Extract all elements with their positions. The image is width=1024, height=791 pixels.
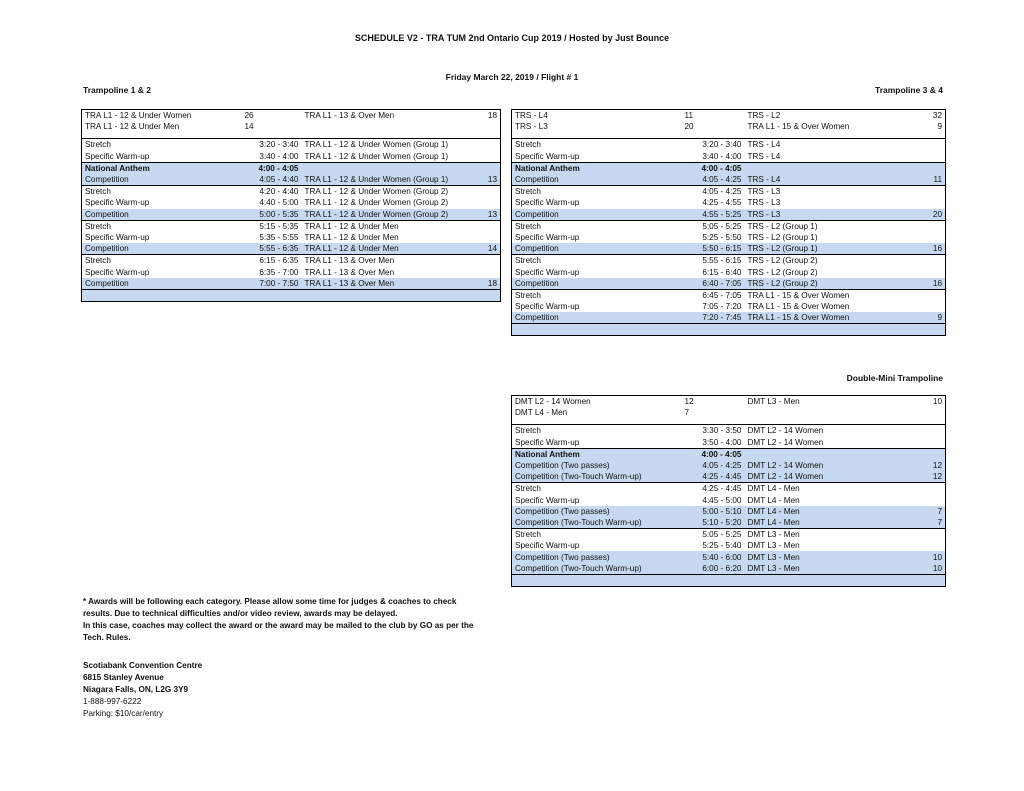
roster-category: TRA L1 - 12 & Under Women — [85, 111, 192, 121]
roster-count: 12 — [684, 397, 694, 407]
activity-cell: Competition — [512, 174, 682, 186]
count-cell — [916, 197, 946, 208]
schedule-table-trampoline-1-2 — [81, 109, 501, 302]
group-cell: DMT L2 - 14 Women — [747, 437, 824, 447]
activity-cell: Stretch — [512, 483, 682, 495]
notes-block — [83, 596, 503, 720]
activity-cell: Competition (Two passes) — [512, 460, 682, 471]
count-cell — [472, 162, 501, 174]
group-cell: TRS - L3 — [745, 186, 916, 198]
time-cell: 5:35 - 5:55 — [259, 232, 299, 242]
count-cell — [916, 162, 946, 174]
group-cell: DMT L4 - Men — [745, 483, 916, 495]
roster-category: TRS - L2 — [747, 111, 781, 121]
section-label-double-mini: Double-Mini Trampoline — [846, 373, 943, 383]
schedule-row — [512, 266, 946, 277]
roster-row — [512, 407, 946, 418]
table-footer-bar — [512, 574, 946, 586]
schedule-row — [512, 139, 946, 151]
activity-cell: Specific Warm-up — [85, 151, 150, 161]
time-cell: 4:05 - 4:25 — [682, 460, 745, 471]
count-cell — [472, 186, 501, 198]
time-cell: 3:30 - 3:50 — [682, 425, 745, 437]
count-cell — [916, 186, 946, 198]
count-cell: 16 — [916, 278, 946, 290]
group-cell: TRA L1 - 13 & Over Men — [302, 255, 472, 267]
time-cell: 5:55 - 6:15 — [682, 255, 745, 267]
schedule-row — [512, 243, 946, 255]
group-cell: TRS - L2 (Group 1) — [745, 220, 916, 232]
group-cell: TRA L1 - 12 & Under Women (Group 2) — [302, 209, 472, 221]
schedule-row — [512, 425, 946, 437]
roster-count: 26 — [244, 111, 254, 121]
activity-cell: Competition — [512, 278, 682, 290]
group-cell: TRS - L3 — [745, 209, 916, 221]
schedule-row — [512, 495, 946, 506]
roster-count — [916, 407, 946, 418]
count-cell — [916, 289, 946, 301]
time-cell: 7:05 - 7:20 — [702, 302, 742, 312]
roster-count — [472, 121, 501, 132]
roster-category: DMT L2 - 14 Women — [515, 397, 591, 407]
time-cell: 5:40 - 6:00 — [682, 551, 745, 562]
activity-cell: Specific Warm-up — [85, 198, 150, 208]
roster-category — [745, 407, 916, 418]
time-cell: 4:45 - 5:00 — [702, 495, 742, 505]
activity-cell: Specific Warm-up — [515, 232, 580, 242]
schedule-row — [512, 232, 946, 243]
time-cell: 3:40 - 4:00 — [702, 151, 742, 161]
roster-category: TRA L1 - 12 & Under Men — [85, 122, 180, 132]
activity-cell: Competition (Two passes) — [512, 551, 682, 562]
activity-cell: Stretch — [512, 255, 682, 267]
activity-cell: Competition (Two-Touch Warm-up) — [512, 471, 682, 483]
activity-cell: Competition — [512, 209, 682, 221]
roster-count: 32 — [932, 111, 942, 121]
time-cell: 6:45 - 7:05 — [682, 289, 745, 301]
activity-cell: National Anthem — [82, 162, 242, 174]
page-subtitle: Friday March 22, 2019 / Flight # 1 — [445, 72, 579, 82]
schedule-row — [512, 278, 946, 290]
activity-cell: Specific Warm-up — [515, 541, 580, 551]
activity-cell: Specific Warm-up — [85, 232, 150, 242]
schedule-row — [512, 483, 946, 495]
group-cell: DMT L3 - Men — [745, 529, 916, 541]
schedule-row — [82, 162, 501, 174]
venue-street: 6815 Stanley Avenue — [83, 673, 164, 682]
roster-count: 18 — [487, 111, 497, 121]
schedule-row — [82, 174, 501, 186]
schedule-row — [82, 266, 501, 277]
count-cell: 12 — [916, 460, 946, 471]
group-cell: DMT L2 - 14 Women — [745, 471, 916, 483]
roster-row — [512, 121, 946, 132]
group-cell: TRA L1 - 12 & Under Women (Group 1) — [302, 174, 472, 186]
activity-cell: Stretch — [82, 255, 242, 267]
count-cell — [916, 301, 946, 312]
schedule-row — [82, 139, 501, 151]
activity-cell: Specific Warm-up — [515, 495, 580, 505]
group-cell: TRA L1 - 15 & Over Women — [747, 302, 850, 312]
time-cell: 4:00 - 4:05 — [242, 162, 302, 174]
group-cell — [745, 162, 916, 174]
time-cell: 3:20 - 3:40 — [682, 139, 745, 151]
activity-cell: Stretch — [512, 529, 682, 541]
activity-cell: Competition — [82, 209, 242, 221]
count-cell — [472, 151, 501, 163]
time-cell: 3:40 - 4:00 — [259, 151, 299, 161]
activity-cell: Specific Warm-up — [515, 437, 580, 447]
time-cell: 4:55 - 5:25 — [682, 209, 745, 221]
awards-note-line: results. Due to technical difficulties and/or video review, awards may be delayed. — [83, 609, 398, 618]
count-cell: 7 — [916, 517, 946, 529]
time-cell: 4:20 - 4:40 — [242, 186, 302, 198]
count-cell: 13 — [472, 174, 501, 186]
time-cell: 4:00 - 4:05 — [682, 448, 745, 460]
schedule-row — [512, 197, 946, 208]
schedule-row — [82, 209, 501, 221]
group-cell: TRA L1 - 12 & Under Men — [304, 232, 399, 242]
time-cell: 4:05 - 4:25 — [682, 174, 745, 186]
count-cell — [916, 448, 946, 460]
page-title: SCHEDULE V2 - TRA TUM 2nd Ontario Cup 2019 / Hosted by Just Bounce — [354, 33, 670, 43]
schedule-row — [82, 220, 501, 232]
group-cell: TRA L1 - 12 & Under Women (Group 2) — [302, 186, 472, 198]
roster-category: TRS - L4 — [515, 111, 548, 121]
count-cell: 13 — [472, 209, 501, 221]
awards-note-line: Tech. Rules. — [83, 633, 131, 642]
schedule-row — [82, 197, 501, 208]
group-cell: TRS - L4 — [747, 151, 781, 161]
time-cell: 4:05 - 4:25 — [682, 186, 745, 198]
schedule-row — [82, 232, 501, 243]
activity-cell: Competition — [82, 243, 242, 255]
time-cell: 3:50 - 4:00 — [702, 437, 742, 447]
schedule-row — [512, 162, 946, 174]
count-cell — [916, 425, 946, 437]
time-cell: 6:35 - 7:00 — [259, 267, 299, 277]
activity-cell: Stretch — [512, 220, 682, 232]
activity-cell: Competition — [512, 312, 682, 324]
schedule-row — [82, 186, 501, 198]
activity-cell: National Anthem — [512, 448, 682, 460]
schedule-row — [512, 209, 946, 221]
venue-name: Scotiabank Convention Centre — [83, 661, 203, 670]
activity-cell: Competition (Two passes) — [512, 506, 682, 517]
schedule-row — [512, 517, 946, 529]
group-cell: TRA L1 - 12 & Under Women (Group 1) — [304, 151, 449, 161]
count-cell — [916, 437, 946, 449]
group-cell: DMT L4 - Men — [745, 506, 916, 517]
roster-category — [302, 121, 472, 132]
count-cell — [916, 232, 946, 243]
venue-city: Niagara Falls, ON, L2G 3Y9 — [83, 685, 189, 694]
time-cell: 7:00 - 7:50 — [242, 278, 302, 290]
schedule-row — [82, 278, 501, 290]
roster-category: TRA L1 - 15 & Over Women — [747, 122, 850, 132]
schedule-table-double-mini — [511, 395, 946, 587]
schedule-row — [512, 289, 946, 301]
count-cell — [472, 220, 501, 232]
time-cell: 4:25 - 4:45 — [682, 483, 745, 495]
time-cell: 4:25 - 4:45 — [682, 471, 745, 483]
count-cell: 9 — [916, 312, 946, 324]
time-cell: 5:05 - 5:25 — [682, 529, 745, 541]
activity-cell: Stretch — [82, 220, 242, 232]
count-cell: 14 — [472, 243, 501, 255]
time-cell: 4:25 - 4:55 — [702, 198, 742, 208]
schedule-row — [512, 460, 946, 471]
roster-count: 9 — [937, 122, 942, 132]
roster-count: 10 — [932, 397, 942, 407]
group-cell: TRS - L2 (Group 2) — [745, 255, 916, 267]
group-cell: TRS - L2 (Group 2) — [745, 278, 916, 290]
time-cell: 6:15 - 6:40 — [702, 267, 742, 277]
time-cell: 3:20 - 3:40 — [242, 139, 302, 151]
count-cell: 20 — [916, 209, 946, 221]
activity-cell: Specific Warm-up — [515, 198, 580, 208]
group-cell: DMT L3 - Men — [745, 563, 916, 575]
schedule-row — [512, 551, 946, 562]
time-cell: 4:40 - 5:00 — [259, 198, 299, 208]
group-cell: DMT L3 - Men — [745, 551, 916, 562]
roster-row — [82, 110, 501, 122]
time-cell: 4:05 - 4:40 — [242, 174, 302, 186]
count-cell — [916, 529, 946, 541]
count-cell — [916, 483, 946, 495]
schedule-row — [512, 437, 946, 449]
group-cell: TRS - L4 — [745, 174, 916, 186]
roster-count: 14 — [244, 122, 254, 132]
awards-note-line: In this case, coaches may collect the award or the award may be mailed to the club by GO as per the — [83, 621, 474, 630]
activity-cell: Stretch — [512, 139, 682, 151]
schedule-row — [82, 151, 501, 163]
roster-count: 7 — [684, 408, 690, 418]
group-cell: TRS - L3 — [747, 198, 781, 208]
time-cell: 5:10 - 5:20 — [682, 517, 745, 529]
count-cell: 11 — [916, 174, 946, 186]
group-cell: DMT L4 - Men — [745, 517, 916, 529]
group-cell: TRA L1 - 12 & Under Women (Group 2) — [304, 198, 449, 208]
group-cell: DMT L4 - Men — [747, 495, 800, 505]
count-cell — [472, 232, 501, 243]
time-cell: 6:15 - 6:35 — [242, 255, 302, 267]
group-cell: TRA L1 - 12 & Under Men — [302, 243, 472, 255]
count-cell — [916, 495, 946, 506]
schedule-row — [512, 186, 946, 198]
activity-cell: Competition — [512, 243, 682, 255]
time-cell: 4:00 - 4:05 — [682, 162, 745, 174]
count-cell — [916, 220, 946, 232]
roster-count: 20 — [684, 122, 694, 132]
schedule-row — [512, 312, 946, 324]
activity-cell: Competition — [82, 278, 242, 290]
time-cell: 5:50 - 6:15 — [682, 243, 745, 255]
count-cell — [472, 266, 501, 277]
time-cell: 5:25 - 5:50 — [702, 232, 742, 242]
activity-cell: Stretch — [512, 186, 682, 198]
schedule-row — [512, 151, 946, 163]
roster-category: DMT L3 - Men — [747, 397, 800, 407]
time-cell: 5:25 - 5:40 — [702, 541, 742, 551]
count-cell — [916, 266, 946, 277]
roster-category: TRA L1 - 13 & Over Men — [304, 111, 395, 121]
activity-cell: Stretch — [512, 425, 682, 437]
roster-category: TRS - L3 — [515, 122, 548, 132]
group-cell: TRA L1 - 15 & Over Women — [745, 289, 916, 301]
time-cell: 5:00 - 5:10 — [682, 506, 745, 517]
count-cell — [472, 139, 501, 151]
activity-cell: Specific Warm-up — [515, 267, 580, 277]
table-footer-bar — [512, 324, 946, 336]
group-cell: DMT L2 - 14 Women — [745, 425, 916, 437]
venue-phone: 1-888-997-6222 — [83, 697, 142, 706]
section-label-trampoline-1-2: Trampoline 1 & 2 — [83, 85, 152, 95]
activity-cell: Specific Warm-up — [515, 302, 580, 312]
count-cell — [472, 255, 501, 267]
schedule-row — [82, 255, 501, 267]
group-cell: TRA L1 - 15 & Over Women — [745, 312, 916, 324]
activity-cell: Stretch — [82, 186, 242, 198]
schedule-row — [512, 174, 946, 186]
group-cell: TRS - L2 (Group 1) — [747, 232, 818, 242]
schedule-row — [512, 301, 946, 312]
activity-cell: Stretch — [82, 139, 242, 151]
group-cell: TRA L1 - 12 & Under Men — [302, 220, 472, 232]
group-cell: TRA L1 - 12 & Under Women (Group 1) — [302, 139, 472, 151]
group-cell — [302, 162, 472, 174]
count-cell — [916, 151, 946, 163]
roster-row — [512, 110, 946, 122]
schedule-row — [512, 255, 946, 267]
count-cell: 18 — [472, 278, 501, 290]
time-cell: 5:55 - 6:35 — [242, 243, 302, 255]
group-cell — [745, 448, 916, 460]
group-cell: DMT L2 - 14 Women — [745, 460, 916, 471]
activity-cell: National Anthem — [512, 162, 682, 174]
activity-cell: Stretch — [512, 289, 682, 301]
schedule-row — [512, 448, 946, 460]
count-cell: 10 — [916, 551, 946, 562]
activity-cell: Specific Warm-up — [515, 151, 580, 161]
count-cell — [916, 540, 946, 551]
parking-info: Parking: $10/car/entry — [83, 709, 164, 718]
roster-row — [512, 396, 946, 408]
activity-cell: Specific Warm-up — [85, 267, 150, 277]
group-cell: TRS - L2 (Group 1) — [745, 243, 916, 255]
schedule-row — [82, 243, 501, 255]
count-cell: 10 — [916, 563, 946, 575]
activity-cell: Competition (Two-Touch Warm-up) — [512, 517, 682, 529]
group-cell: TRS - L2 (Group 2) — [747, 267, 818, 277]
table-footer-bar — [82, 289, 501, 301]
group-cell: TRA L1 - 13 & Over Men — [302, 278, 472, 290]
count-cell: 16 — [916, 243, 946, 255]
count-cell — [472, 197, 501, 208]
schedule-row — [512, 540, 946, 551]
group-cell: DMT L3 - Men — [747, 541, 800, 551]
awards-note-line: * Awards will be following each category. Please allow some time for judges & coaches to check — [83, 597, 457, 606]
schedule-table-trampoline-3-4 — [511, 109, 946, 336]
roster-category: DMT L4 - Men — [515, 408, 568, 418]
schedule-row — [512, 220, 946, 232]
schedule-row — [512, 506, 946, 517]
count-cell: 7 — [916, 506, 946, 517]
time-cell: 7:20 - 7:45 — [682, 312, 745, 324]
roster-count: 11 — [684, 111, 693, 121]
time-cell: 6:00 - 6:20 — [682, 563, 745, 575]
count-cell — [916, 139, 946, 151]
section-label-trampoline-3-4: Trampoline 3 & 4 — [874, 85, 943, 95]
group-cell: TRA L1 - 13 & Over Men — [304, 267, 395, 277]
time-cell: 5:00 - 5:35 — [242, 209, 302, 221]
time-cell: 5:05 - 5:25 — [682, 220, 745, 232]
schedule-row — [512, 563, 946, 575]
schedule-row — [512, 529, 946, 541]
schedule-row — [512, 471, 946, 483]
count-cell: 12 — [916, 471, 946, 483]
count-cell — [916, 255, 946, 267]
time-cell: 6:40 - 7:05 — [682, 278, 745, 290]
time-cell: 5:15 - 5:35 — [242, 220, 302, 232]
activity-cell: Competition — [82, 174, 242, 186]
group-cell: TRS - L4 — [745, 139, 916, 151]
roster-row — [82, 121, 501, 132]
activity-cell: Competition (Two-Touch Warm-up) — [512, 563, 682, 575]
